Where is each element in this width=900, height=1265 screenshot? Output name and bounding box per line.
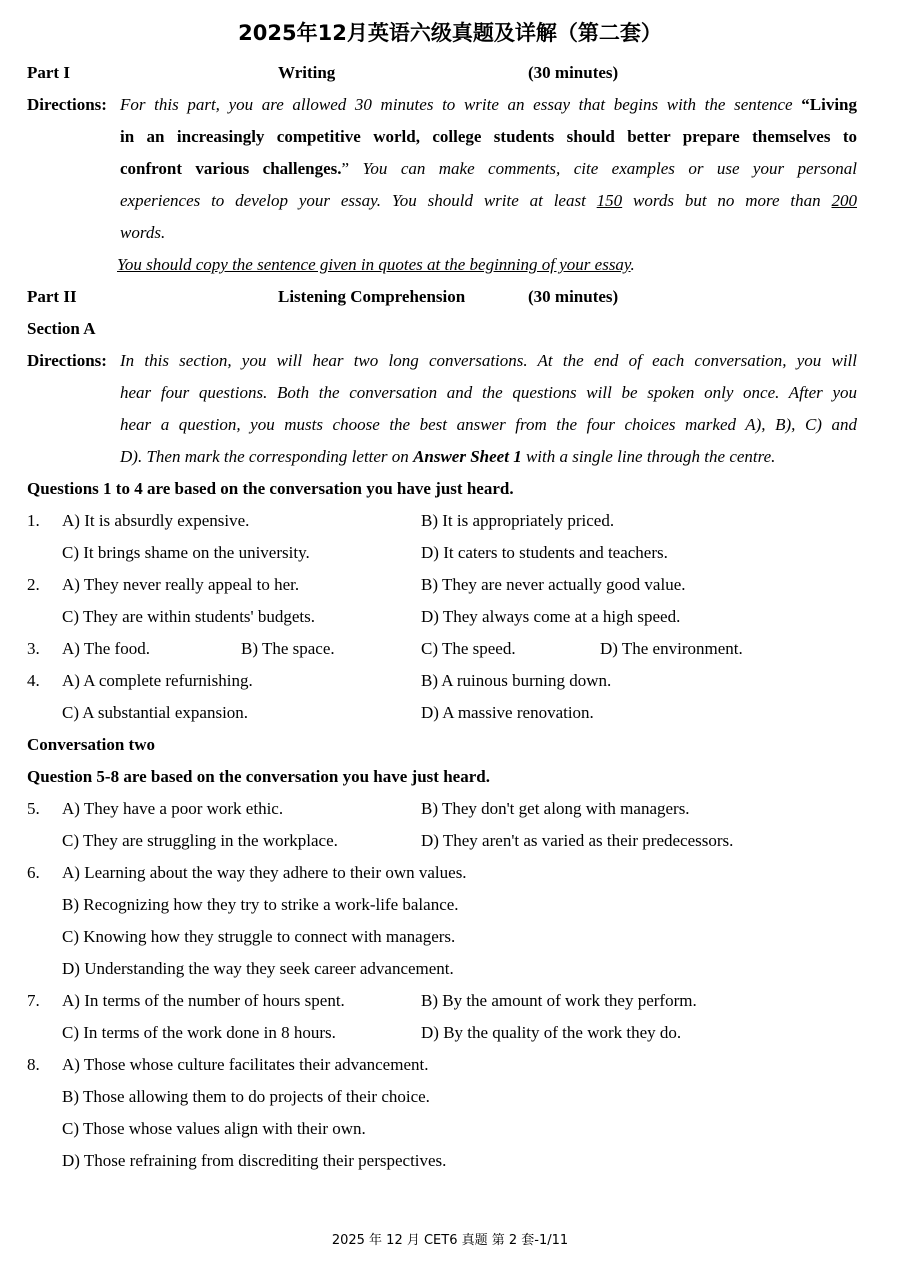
question-8-row-4 [0, 1145, 900, 1177]
part2-label: Part II [27, 287, 77, 306]
option-c: C) Those whose values align with their own. [62, 1119, 366, 1138]
question-group-1-heading [0, 473, 900, 505]
question-7-row-2 [0, 1017, 900, 1049]
question-5-row-2 [0, 825, 900, 857]
part1-dir-text-3a: confront various challenges. [120, 159, 342, 178]
option-b: B) Recognizing how they try to strike a work-life balance. [62, 895, 459, 914]
question-number: 4. [27, 671, 40, 690]
part2-dir-text-2: hear four questions. Both the conversation and the questions will be spoken only once. After you [120, 383, 857, 402]
part2-directions-line-2 [0, 377, 900, 409]
option-c: C) A substantial expansion. [62, 703, 249, 722]
option-b: B) A ruinous burning down. [421, 671, 612, 690]
part1-directions-line-5 [0, 217, 900, 249]
question-8 [0, 1049, 900, 1081]
option-c: C) They are within students' budgets. [62, 607, 315, 626]
option-d: D) A massive renovation. [421, 703, 594, 722]
option-d: D) They always come at a high speed. [421, 607, 681, 626]
question-8-row-2 [0, 1081, 900, 1113]
part2-directions-line-1 [0, 345, 900, 377]
part1-copy-instruction: You should copy the sentence given in quotes at the beginning of your essay [117, 255, 631, 274]
option-d: D) By the quality of the work they do. [421, 1023, 682, 1042]
question-number: 1. [27, 511, 40, 530]
group-1-text: Questions 1 to 4 are based on the conversation you have just heard. [27, 479, 514, 498]
question-6-row-4 [0, 953, 900, 985]
question-6-row-2 [0, 889, 900, 921]
conversation-two-label: Conversation two [27, 735, 155, 754]
question-6-row-3 [0, 921, 900, 953]
part2-dir-text-3: hear a question, you musts choose the best answer from the four choices marked A), B), C) and [120, 415, 857, 434]
part1-dir-text-4b: words but no more than [633, 191, 821, 210]
part1-directions-line-6 [0, 249, 900, 281]
part1-name: Writing [278, 63, 336, 82]
option-b: B) They don't get along with managers. [421, 799, 690, 818]
option-b: B) They are never actually good value. [421, 575, 686, 594]
page-title: 2025年12月英语六级真题及详解（第二套） [238, 21, 662, 45]
question-1-row-2 [0, 537, 900, 569]
question-number: 7. [27, 991, 40, 1010]
part2-directions-line-3 [0, 409, 900, 441]
question-6 [0, 857, 900, 889]
option-d: D) They aren't as varied as their predecessors. [421, 831, 734, 850]
part1-dir-text-3b: ” [341, 159, 350, 178]
page-footer: 2025 年 12 月 CET6 真题 第 2 套-1/11 [331, 1233, 569, 1248]
part1-directions-line-3 [0, 153, 900, 185]
option-d: D) Understanding the way they seek career advancement. [62, 959, 454, 978]
question-number: 2. [27, 575, 40, 594]
section-a-heading [0, 313, 900, 345]
part1-directions-label: Directions: [27, 95, 107, 114]
part2-name: Listening Comprehension [278, 287, 466, 306]
part1-directions-line-2 [0, 121, 900, 153]
option-b: B) The space. [241, 639, 335, 658]
option-a: A) They never really appeal to her. [62, 575, 300, 594]
part1-dir-text-3c: You can make comments, cite examples or use your personal [362, 159, 857, 178]
group-2-text: Question 5-8 are based on the conversation you have just heard. [27, 767, 490, 786]
part1-dir-text-4a: experiences to develop your essay. You should write at least [120, 191, 586, 210]
part2-directions-line-4 [0, 441, 900, 473]
question-number: 5. [27, 799, 40, 818]
option-a: A) They have a poor work ethic. [62, 799, 284, 818]
word-min: 150 [596, 191, 623, 210]
part1-label: Part I [27, 63, 70, 82]
option-c: C) The speed. [421, 639, 516, 658]
option-d: D) The environment. [600, 639, 743, 658]
part1-dir-text-1b: “Living [801, 95, 858, 114]
answer-sheet-ref: Answer Sheet 1 [413, 447, 522, 466]
part1-directions-line-4 [0, 185, 900, 217]
option-b: B) Those allowing them to do projects of their choice. [62, 1087, 430, 1106]
option-b: B) It is appropriately priced. [421, 511, 615, 530]
part2-dir-text-4a: D). Then mark the corresponding letter on [120, 447, 409, 466]
question-group-2-heading [0, 761, 900, 793]
part1-dir-text-5: words. [120, 223, 166, 242]
question-5 [0, 793, 900, 825]
question-2-row-2 [0, 601, 900, 633]
word-max: 200 [831, 191, 858, 210]
option-a: A) Learning about the way they adhere to their own values. [62, 863, 467, 882]
part1-time: (30 minutes) [528, 63, 619, 82]
part1-copy-instruction-end: . [630, 255, 635, 274]
part2-dir-text-1: In this section, you will hear two long conversations. At the end of each conversation, you will [120, 351, 857, 370]
section-a-label: Section A [27, 319, 96, 338]
question-number: 8. [27, 1055, 40, 1074]
option-a: A) A complete refurnishing. [62, 671, 253, 690]
question-3 [0, 633, 900, 665]
part2-directions-label: Directions: [27, 351, 107, 370]
part2-dir-text-4c: with a single line through the centre. [525, 447, 776, 466]
option-a: A) The food. [62, 639, 150, 658]
question-2 [0, 569, 900, 601]
part1-header [0, 57, 900, 89]
question-number: 6. [27, 863, 40, 882]
part1-directions-line-1 [0, 89, 900, 121]
option-b: B) By the amount of work they perform. [421, 991, 697, 1010]
option-c: C) In terms of the work done in 8 hours. [62, 1023, 336, 1042]
option-d: D) Those refraining from discrediting their perspectives. [62, 1151, 447, 1170]
option-a: A) It is absurdly expensive. [62, 511, 250, 530]
question-7 [0, 985, 900, 1017]
option-a: A) Those whose culture facilitates their advancement. [62, 1055, 429, 1074]
option-d: D) It caters to students and teachers. [421, 543, 668, 562]
option-c: C) Knowing how they struggle to connect with managers. [62, 927, 456, 946]
option-c: C) It brings shame on the university. [62, 543, 310, 562]
part2-time: (30 minutes) [528, 287, 619, 306]
part1-dir-text-2: in an increasingly competitive world, college students should better prepare themselves to [120, 127, 857, 146]
option-a: A) In terms of the number of hours spent. [62, 991, 345, 1010]
question-1 [0, 505, 900, 537]
question-number: 3. [27, 639, 40, 658]
question-8-row-3 [0, 1113, 900, 1145]
option-c: C) They are struggling in the workplace. [62, 831, 338, 850]
question-4 [0, 665, 900, 697]
part1-dir-text-1a: For this part, you are allowed 30 minutes to write an essay that begins with the sentence [120, 95, 793, 114]
question-4-row-2 [0, 697, 900, 729]
conversation-two-heading [0, 729, 900, 761]
part2-header [0, 281, 900, 313]
